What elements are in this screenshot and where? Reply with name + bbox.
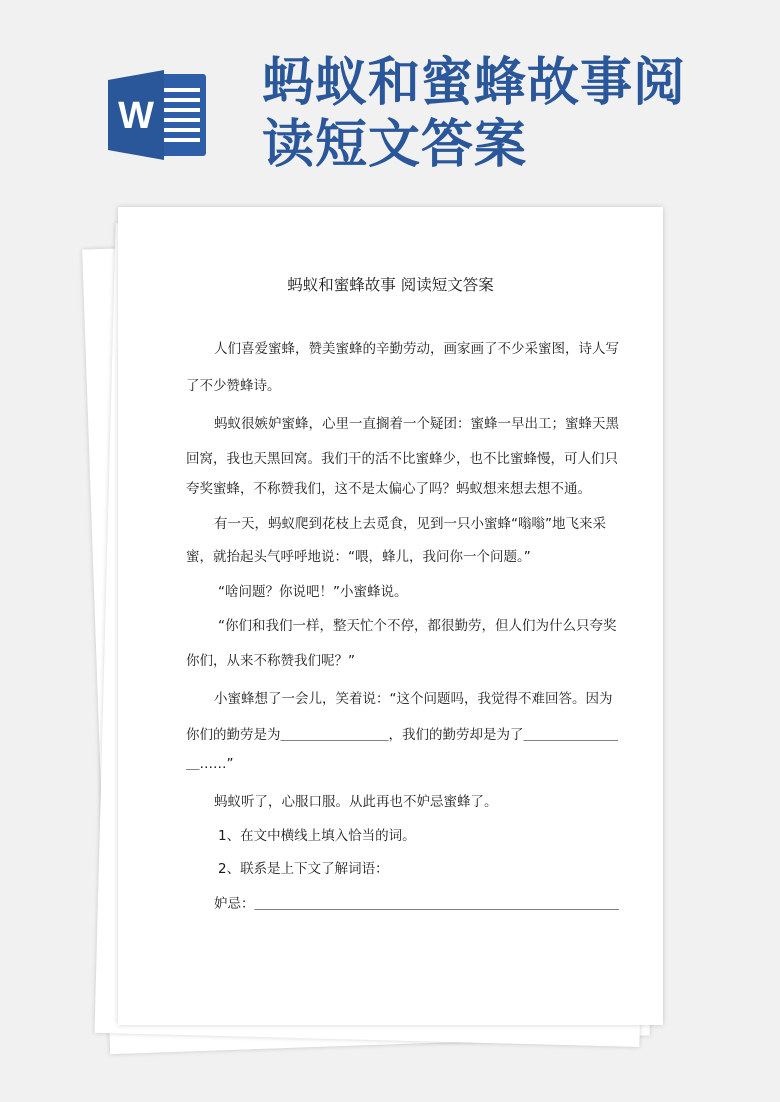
- paragraph-line: 小蜜蜂想了一会儿，笑着说：“这个问题吗，我觉得不难回答。因为: [214, 691, 613, 707]
- paragraph-line: 有一天，蚂蚁爬到花枝上去觅食，见到一只小蜜蜂“嗡嗡”地飞来采: [214, 516, 606, 532]
- paragraph-line: 蚂蚁很嫉妒蜜蜂，心里一直搁着一个疑团：蜜蜂一早出工；蜜蜂天黑: [214, 416, 619, 432]
- word-logo-icon: [108, 68, 208, 162]
- paragraph-line: 了不少赞蜂诗。: [186, 378, 281, 394]
- document-page: [118, 207, 663, 1025]
- question-line: 1、在文中横线上填入恰当的词。: [218, 828, 416, 844]
- paragraph-line: 蜜，就抬起头气呼呼地说：“喂，蜂儿，我问你一个问题。”: [186, 549, 531, 565]
- paragraph-line: 回窝，我也天黑回窝。我们干的活不比蜜蜂少，也不比蜜蜂慢，可人们只: [186, 451, 618, 467]
- word-logo-letter: W: [118, 95, 154, 137]
- paragraph-line: 你们，从来不称赞我们呢？”: [186, 653, 355, 669]
- question-line: 妒忌：＿＿＿＿＿＿＿＿＿＿＿＿＿＿＿＿＿＿＿＿＿＿＿＿＿＿＿: [214, 896, 619, 912]
- question-line: 2、联系是上下文了解词语：: [218, 861, 389, 877]
- banner-title-line-1: 蚂蚁和蜜蜂故事阅: [262, 53, 687, 113]
- paragraph-line: ＿……”: [186, 756, 234, 772]
- banner-title: [262, 52, 762, 176]
- document-title: 蚂蚁和蜜蜂故事 阅读短文答案: [287, 276, 494, 294]
- paragraph-line: 夸奖蜜蜂，不称赞我们，这不是太偏心了吗？蚂蚁想来想去想不通。: [186, 481, 591, 497]
- paragraph-line: “你们和我们一样，整天忙个不停，都很勤劳，但人们为什么只夸奖: [218, 618, 617, 634]
- paragraph-line: 蚂蚁听了，心服口服。从此再也不妒忌蜜蜂了。: [214, 794, 498, 810]
- paragraph-line: “啥问题？你说吧！”小蜜蜂说。: [218, 584, 408, 600]
- banner-title-line-2: 读短文答案: [262, 115, 528, 175]
- paragraph-line: 人们喜爱蜜蜂，赞美蜜蜂的辛勤劳动，画家画了不少采蜜图，诗人写: [214, 341, 619, 357]
- paragraph-line: 你们的勤劳是为＿＿＿＿＿＿＿＿，我们的勤劳却是为了＿＿＿＿＿＿＿: [186, 727, 618, 743]
